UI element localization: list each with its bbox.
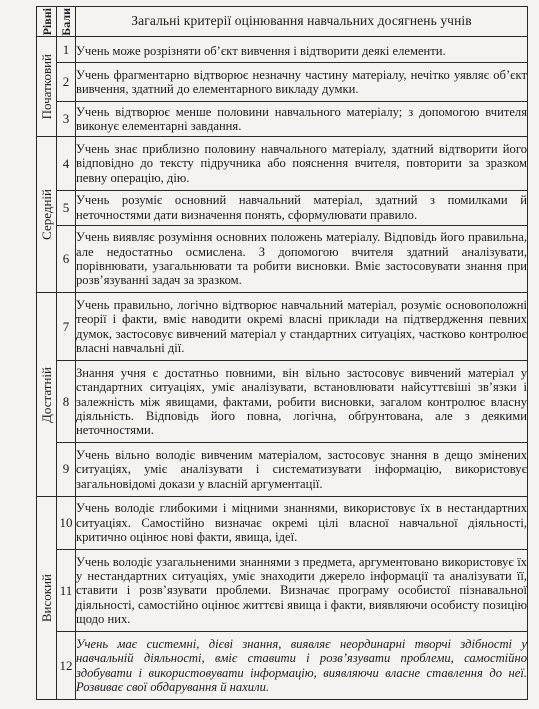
score-cell: 12 (57, 632, 76, 700)
criteria-text: Учень знає приблизно половину навчального матеріалу, здатний відтворити його відповідно до тексту підручника або пояснення вчителя, повторити за зразком певну операцію, дію. (76, 137, 528, 190)
criteria-text: Учень може розрізняти об’єкт вивчення і відтворити деякі елементи. (76, 36, 528, 63)
level-column-header: Рівні (37, 7, 57, 37)
score-cell: 3 (57, 102, 76, 137)
score-cell: 9 (57, 443, 76, 496)
level-label-medium: Середній (37, 137, 57, 293)
table-row (37, 496, 528, 549)
table-row (37, 361, 528, 443)
table-row (37, 443, 528, 496)
table-row (37, 293, 528, 361)
score-cell: 11 (57, 550, 76, 632)
level-label-sufficient: Достатній (37, 293, 57, 496)
criteria-text: Учень фрагментарно відтворює незначну частину матеріалу, нечітко уявляє об’єкт вивчення, здатний до елементарного викладу думки. (76, 63, 528, 102)
score-cell: 8 (57, 361, 76, 443)
table-row (37, 36, 528, 63)
table-row (37, 190, 528, 225)
criteria-text: Учень відтворює менше половини навчального матеріалу; з допомогою вчителя виконує елементарні завдання. (76, 102, 528, 137)
criteria-text: Учень володіє узагальненими знаннями з предмета, аргументовано використовує їх у нестандартних ситуаціях, уміє знаходити джерело інформації та аналізувати її, ставити і розв’язувати проблеми. Визначає програму особистої пізнавальної діяльності, самостійно оцінює життєві явища і факти, виявляючи особисту позицію щодо них. (76, 550, 528, 632)
criteria-text: Учень правильно, логічно відтворює навчальний матеріал, розуміє основоположні теорії і факти, вміє наводити окремі власні приклади на підтвердження певних думок, застосовує вивчений матеріал у стандартних ситуаціях, частково контролює власні навчальні дії. (76, 293, 528, 361)
table-row (37, 137, 528, 190)
header-row (37, 7, 528, 37)
score-cell: 6 (57, 225, 76, 293)
criteria-text: Учень вільно володіє вивченим матеріалом, застосовує знання в дещо змінених ситуаціях, уміє аналізувати і систематизувати інформацію, використовує загальновідомі докази у власній аргументації. (76, 443, 528, 496)
table-row (37, 225, 528, 293)
table-row (37, 632, 528, 700)
score-cell: 10 (57, 496, 76, 549)
criteria-text: Знання учня є достатньо повними, він вільно застосовує вивчений матеріал у стандартних ситуаціях, уміє аналізувати, встановлювати найсуттєвіші зв’язки і залежність між явищами, фактами, робити висновки, загалом контролює власну діяльність. Відповідь його повна, логічна, обґрунтована, але з деякими неточностями. (76, 361, 528, 443)
score-cell: 7 (57, 293, 76, 361)
table-title: Загальні критерії оцінювання навчальних досягнень учнів (76, 7, 528, 37)
table-row (37, 550, 528, 632)
criteria-table (36, 6, 528, 700)
table-row (37, 102, 528, 137)
score-cell: 1 (57, 36, 76, 63)
criteria-text: Учень виявляє розуміння основних положень матеріалу. Відповідь його правильна, але недостатньо осмислена. З допомогою вчителя здатний аналізувати, порівнювати, узагальнювати та робити висновки. Вміє застосовувати знання при розв’язуванні задач за зразком. (76, 225, 528, 293)
score-column-header: Бали (57, 7, 76, 37)
level-label-initial: Початковий (37, 36, 57, 137)
score-cell: 5 (57, 190, 76, 225)
table-row (37, 63, 528, 102)
score-cell: 2 (57, 63, 76, 102)
criteria-text: Учень володіє глибокими і міцними знаннями, використовує їх в нестандартних ситуаціях. Самостійно визначає окремі цілі власної навчальної діяльності, критично оцінює нові факти, явища, ідеї. (76, 496, 528, 549)
level-label-high: Високий (37, 496, 57, 699)
criteria-text: Учень має системні, дієві знання, виявляє неординарні творчі здібності у навчальній діяльності, вміє ставити і розв’язувати проблеми, самостійно здобувати і використовувати інформацію, виявляючи власне ставлення до неї. Розвиває свої обдарування й нахили. (76, 632, 528, 700)
criteria-text: Учень розуміє основний навчальний матеріал, здатний з помилками й неточностями дати визначення понять, сформулювати правило. (76, 190, 528, 225)
score-cell: 4 (57, 137, 76, 190)
